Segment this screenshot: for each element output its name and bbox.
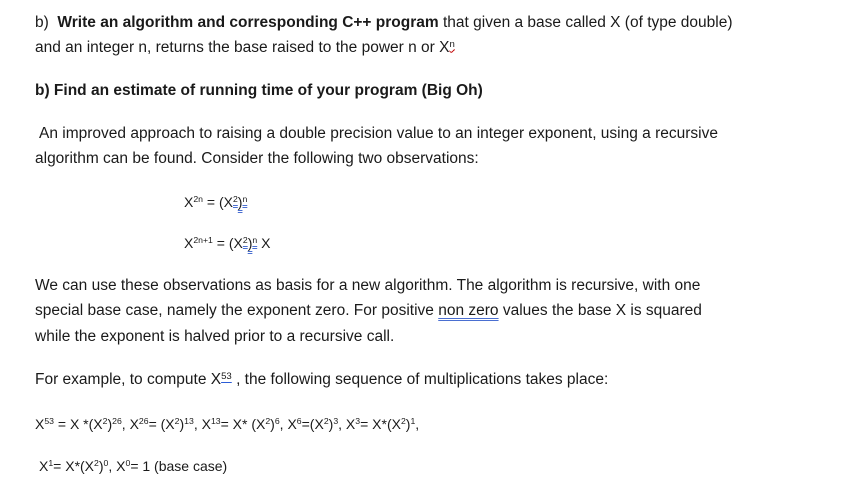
sequence-term: = 1 (base case): [130, 458, 228, 474]
non-zero-phrase: non zero: [438, 302, 499, 319]
intro-line-1: An improved approach to raising a double precision value to an integer exponent, using a recursive: [39, 125, 718, 142]
sequence-exponent: 0: [125, 458, 131, 469]
question-line-2-text: and an integer n, returns the base raised to the power n or X: [35, 39, 450, 56]
sequence-exponent: 1: [410, 416, 416, 427]
explanation-line-1: We can use these observations as basis for a new algorithm. The algorithm is recursive, with one: [35, 277, 701, 294]
question-prefix: b): [35, 14, 49, 31]
sequence-term: ): [179, 416, 185, 432]
question-bold-text: Write an algorithm and corresponding C++ program: [57, 14, 439, 31]
sequence-exponent: 2: [265, 416, 271, 427]
sequence-term: , X: [108, 458, 126, 474]
example-sequence-2: [39, 456, 227, 476]
sequence-term: = X*(X: [360, 416, 401, 432]
sequence-term: = X*(X: [53, 458, 95, 474]
sequence-exponent: 2: [102, 416, 108, 427]
example-sequence-1: [35, 414, 419, 434]
sequence-exponent: 6: [296, 416, 302, 427]
example-intro: For example, to compute $X^{53}$ , the following sequence of multiplications takes place:: [35, 370, 609, 388]
question-exponent: n: [449, 38, 455, 50]
sequence-term: X: [35, 416, 45, 432]
sequence-term: ): [328, 416, 334, 432]
sequence-term: ): [98, 458, 104, 474]
big-oh-heading: b) Find an estimate of running time of your program (Big Oh): [35, 82, 483, 99]
sequence-exponent: 2: [400, 416, 406, 427]
sequence-term: =(X: [301, 416, 324, 432]
sequence-term: , X: [279, 416, 297, 432]
sequence-term: ): [270, 416, 275, 432]
sequence-term: ): [107, 416, 113, 432]
sequence-term: , X: [193, 416, 211, 432]
sequence-term: = (X: [148, 416, 175, 432]
sequence-exponent: 26: [112, 416, 122, 427]
sequence-term: = X *(X: [54, 416, 103, 432]
sequence-exponent: 2: [174, 416, 180, 427]
sequence-exponent: 0: [103, 458, 109, 469]
sequence-exponent: 2: [323, 416, 329, 427]
sequence-exponent: 53: [44, 416, 54, 427]
sequence-term: = X* (X: [220, 416, 266, 432]
observation-1: $X^{2n} = (X^2)^n$: [184, 194, 248, 210]
sequence-term: , X: [338, 416, 356, 432]
sequence-term: , X: [121, 416, 139, 432]
sequence-exponent: 3: [355, 416, 361, 427]
intro-line-2: algorithm can be found. Consider the following two observations:: [35, 150, 479, 167]
sequence-term: ): [405, 416, 411, 432]
sequence-term: ,: [415, 416, 420, 432]
question-line-1: [35, 13, 733, 33]
question-line-2: [35, 38, 455, 58]
sequence-exponent: 13: [210, 416, 221, 427]
sequence-exponent: 26: [138, 416, 149, 427]
sequence-term: X: [39, 458, 49, 474]
explanation-line-3: while the exponent is halved prior to a recursive call.: [35, 328, 395, 345]
question-line-3: [35, 81, 483, 101]
sequence-exponent: 1: [48, 458, 54, 469]
explanation-line-2: special base case, namely the exponent zero. For positive non zero values the base X is squared: [35, 302, 702, 319]
observation-2: $X^{2n+1} = (X^2)^n$ X: [184, 235, 271, 251]
sequence-exponent: 3: [333, 416, 339, 427]
sequence-exponent: 13: [184, 416, 194, 427]
sequence-exponent: 2: [94, 458, 99, 469]
question-rest-text: that given a base called X (of type double): [442, 14, 733, 31]
sequence-exponent: 6: [274, 416, 280, 427]
